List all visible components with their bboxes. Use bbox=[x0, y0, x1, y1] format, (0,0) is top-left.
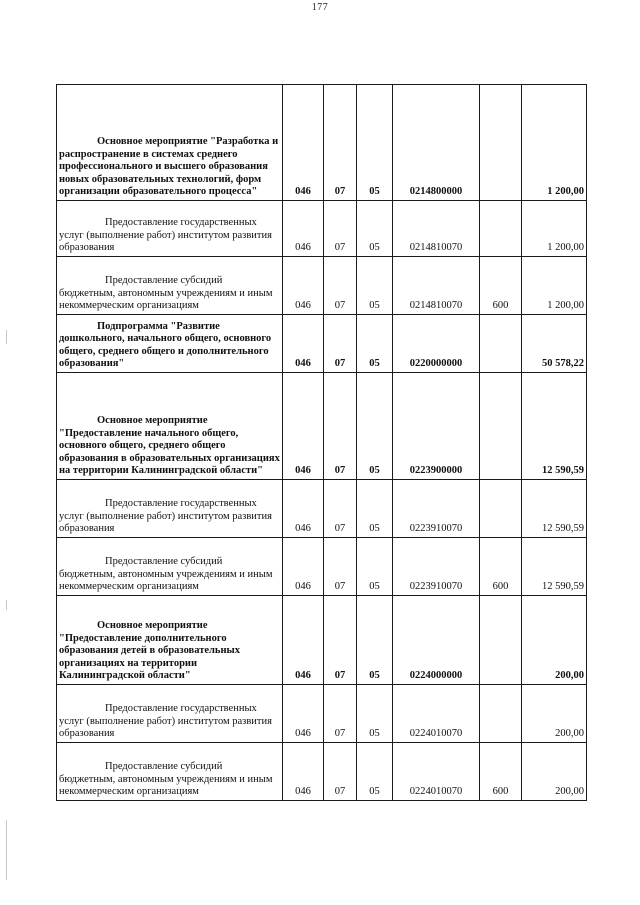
target-article-code: 0223900000 bbox=[393, 373, 480, 480]
expense-type-code: 600 bbox=[480, 257, 522, 315]
target-article-code: 0224000000 bbox=[393, 596, 480, 685]
target-article-code: 0214810070 bbox=[393, 257, 480, 315]
item-name: Основное мероприятие "Предоставление дополнительного образования детей в образовательных организациях на территории Калининградской области" bbox=[59, 620, 240, 682]
item-name: Предоставление государственных услуг (выполнение работ) институтом развития образования bbox=[59, 703, 272, 740]
amount: 1 200,00 bbox=[522, 201, 587, 257]
table-row bbox=[57, 685, 587, 743]
amount: 200,00 bbox=[522, 743, 587, 801]
table-row bbox=[57, 257, 587, 315]
item-name-cell bbox=[57, 596, 283, 685]
grbs-code: 046 bbox=[283, 743, 324, 801]
subsection-code: 05 bbox=[357, 596, 393, 685]
item-name: Предоставление субсидий бюджетным, автономным учреждениям и иным некоммерческим организациям bbox=[59, 275, 273, 312]
amount: 12 590,59 bbox=[522, 480, 587, 538]
item-name-cell bbox=[57, 257, 283, 315]
item-name-cell bbox=[57, 743, 283, 801]
expense-type-code bbox=[480, 373, 522, 480]
expense-type-code: 600 bbox=[480, 538, 522, 596]
subsection-code: 05 bbox=[357, 685, 393, 743]
table-row bbox=[57, 480, 587, 538]
grbs-code: 046 bbox=[283, 85, 324, 201]
grbs-code: 046 bbox=[283, 596, 324, 685]
item-name: Подпрограмма "Развитие дошкольного, начального общего, основного общего, среднего общего и дополнительного образования" bbox=[59, 320, 272, 370]
section-code: 07 bbox=[324, 596, 357, 685]
amount: 1 200,00 bbox=[522, 257, 587, 315]
scan-edge-mark bbox=[6, 820, 7, 880]
page-number: 177 bbox=[311, 2, 329, 13]
amount: 12 590,59 bbox=[522, 538, 587, 596]
expense-type-code bbox=[480, 85, 522, 201]
table-row bbox=[57, 538, 587, 596]
section-code: 07 bbox=[324, 685, 357, 743]
section-code: 07 bbox=[324, 743, 357, 801]
grbs-code: 046 bbox=[283, 201, 324, 257]
grbs-code: 046 bbox=[283, 480, 324, 538]
amount: 12 590,59 bbox=[522, 373, 587, 480]
grbs-code: 046 bbox=[283, 315, 324, 373]
item-name: Предоставление государственных услуг (выполнение работ) институтом развития образования bbox=[59, 498, 272, 535]
subsection-code: 05 bbox=[357, 315, 393, 373]
table-row bbox=[57, 596, 587, 685]
grbs-code: 046 bbox=[283, 538, 324, 596]
target-article-code: 0223910070 bbox=[393, 480, 480, 538]
section-code: 07 bbox=[324, 480, 357, 538]
target-article-code: 0220000000 bbox=[393, 315, 480, 373]
target-article-code: 0224010070 bbox=[393, 743, 480, 801]
table-row bbox=[57, 373, 587, 480]
budget-table-body bbox=[57, 85, 587, 801]
subsection-code: 05 bbox=[357, 257, 393, 315]
expense-type-code bbox=[480, 480, 522, 538]
table-row bbox=[57, 201, 587, 257]
section-code: 07 bbox=[324, 373, 357, 480]
expense-type-code bbox=[480, 685, 522, 743]
section-code: 07 bbox=[324, 257, 357, 315]
section-code: 07 bbox=[324, 538, 357, 596]
subsection-code: 05 bbox=[357, 743, 393, 801]
item-name: Предоставление субсидий бюджетным, автономным учреждениям и иным некоммерческим организациям bbox=[59, 761, 273, 798]
grbs-code: 046 bbox=[283, 685, 324, 743]
target-article-code: 0214800000 bbox=[393, 85, 480, 201]
item-name: Предоставление субсидий бюджетным, автономным учреждениям и иным некоммерческим организациям bbox=[59, 556, 273, 593]
table-row bbox=[57, 743, 587, 801]
target-article-code: 0214810070 bbox=[393, 201, 480, 257]
scan-edge-mark bbox=[6, 600, 7, 610]
table-row bbox=[57, 85, 587, 201]
item-name-cell bbox=[57, 201, 283, 257]
item-name-cell bbox=[57, 538, 283, 596]
expense-type-code bbox=[480, 201, 522, 257]
grbs-code: 046 bbox=[283, 373, 324, 480]
item-name: Основное мероприятие "Разработка и распространение в системах среднего профессионального и высшего образования новых образовательных технологий, форм организации образовательного процесса" bbox=[59, 136, 279, 198]
item-name-cell bbox=[57, 315, 283, 373]
section-code: 07 bbox=[324, 201, 357, 257]
expense-type-code bbox=[480, 596, 522, 685]
item-name-cell bbox=[57, 85, 283, 201]
amount: 200,00 bbox=[522, 685, 587, 743]
budget-table bbox=[56, 84, 587, 801]
subsection-code: 05 bbox=[357, 201, 393, 257]
amount: 50 578,22 bbox=[522, 315, 587, 373]
item-name-cell bbox=[57, 373, 283, 480]
amount: 200,00 bbox=[522, 596, 587, 685]
item-name-cell bbox=[57, 480, 283, 538]
scan-edge-mark bbox=[6, 330, 7, 344]
subsection-code: 05 bbox=[357, 538, 393, 596]
item-name: Основное мероприятие "Предоставление начального общего, основного общего, среднего общего образования в образовательных организациях на территории Калининградской области" bbox=[59, 415, 280, 477]
expense-type-code: 600 bbox=[480, 743, 522, 801]
target-article-code: 0224010070 bbox=[393, 685, 480, 743]
expense-type-code bbox=[480, 315, 522, 373]
target-article-code: 0223910070 bbox=[393, 538, 480, 596]
subsection-code: 05 bbox=[357, 373, 393, 480]
section-code: 07 bbox=[324, 85, 357, 201]
amount: 1 200,00 bbox=[522, 85, 587, 201]
grbs-code: 046 bbox=[283, 257, 324, 315]
subsection-code: 05 bbox=[357, 85, 393, 201]
section-code: 07 bbox=[324, 315, 357, 373]
subsection-code: 05 bbox=[357, 480, 393, 538]
item-name-cell bbox=[57, 685, 283, 743]
table-row bbox=[57, 315, 587, 373]
item-name: Предоставление государственных услуг (выполнение работ) институтом развития образования bbox=[59, 217, 272, 254]
